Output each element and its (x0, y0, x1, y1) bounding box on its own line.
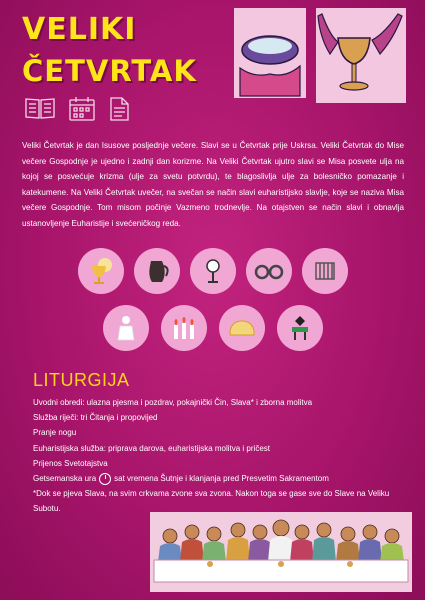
adoration-text: sat vremena Šutnje i klanjanja pred Presvetim Sakramentom (114, 474, 329, 484)
liturgy-item: Služba riječi: tri Čitanja i propovijed (33, 413, 158, 423)
prison-bars-icon[interactable] (302, 248, 348, 294)
last-supper-illustration (150, 512, 412, 592)
priest-figure-icon[interactable] (103, 305, 149, 351)
liturgy-item: Prijenos Svetotajstva (33, 458, 108, 468)
liturgy-item: Euharistijska služba: priprava darova, euharistijska molitva i pričest (33, 443, 270, 453)
adoration-label: Getsemanska ura (33, 474, 97, 484)
clock-icon (99, 473, 111, 485)
title-line-1: VELIKI (22, 12, 137, 47)
intro-paragraph: Veliki Četvrtak je dan Isusove posljednje večere. Slavi se u Četvrtak prije Uskrsa. Veliki Četvrtak do Mise večere Gospodnje je ujedno i zadnji dan korizme. Na Veliki Četvrtak ujutro slavi se Misa posvete ulja na kojoj se posvećuje krizma (ulje za svetu potvrdu), te blagoslivlja ulje za bolesničko pomazanje i katekumene. Na Veliki Četvrtak uvečer, na svečan se način slavi euharistijsko slavlje, koje se naziva Misa večere Gospodnje. Tom misom počinje Vazmeno trodnevlje. Na otajstven se način slavi i obnavlja ustanovljenje Euharistije i svećeničkog reda. (22, 141, 404, 228)
bread-loaf-icon[interactable] (219, 305, 265, 351)
chalice-and-bread-illustration (234, 8, 406, 103)
chalice-bread-icon[interactable] (78, 248, 124, 294)
symbols-row-1 (0, 248, 425, 294)
pitcher-icon[interactable] (134, 248, 180, 294)
host-monstrance-icon[interactable] (190, 248, 236, 294)
altar-icon[interactable] (277, 305, 323, 351)
book-icon[interactable] (24, 96, 56, 120)
title-line-2: ČETVRTAK (22, 54, 197, 88)
calendar-icon[interactable] (68, 96, 96, 122)
document-icon[interactable] (108, 96, 130, 122)
symbols-row-2 (0, 305, 425, 351)
liturgy-item: Pranje nogu (33, 428, 77, 438)
handcuffs-icon[interactable] (246, 248, 292, 294)
liturgy-item: Uvodni obredi: ulazna pjesma i pozdrav, pokajnički Čin, Slava* i zborna molitva (33, 398, 313, 407)
top-icon-bar (24, 96, 130, 122)
liturgy-footnote: *Dok se pjeva Slava, na svim crkvama zvone sva zvona. Nakon toga se gase sve do Slave na Veliku Subotu. (33, 489, 390, 514)
liturgy-list (33, 395, 403, 517)
liturgy-item-adoration (33, 471, 403, 486)
liturgy-heading: LITURGIJA (33, 370, 130, 390)
candles-icon[interactable] (161, 305, 207, 351)
